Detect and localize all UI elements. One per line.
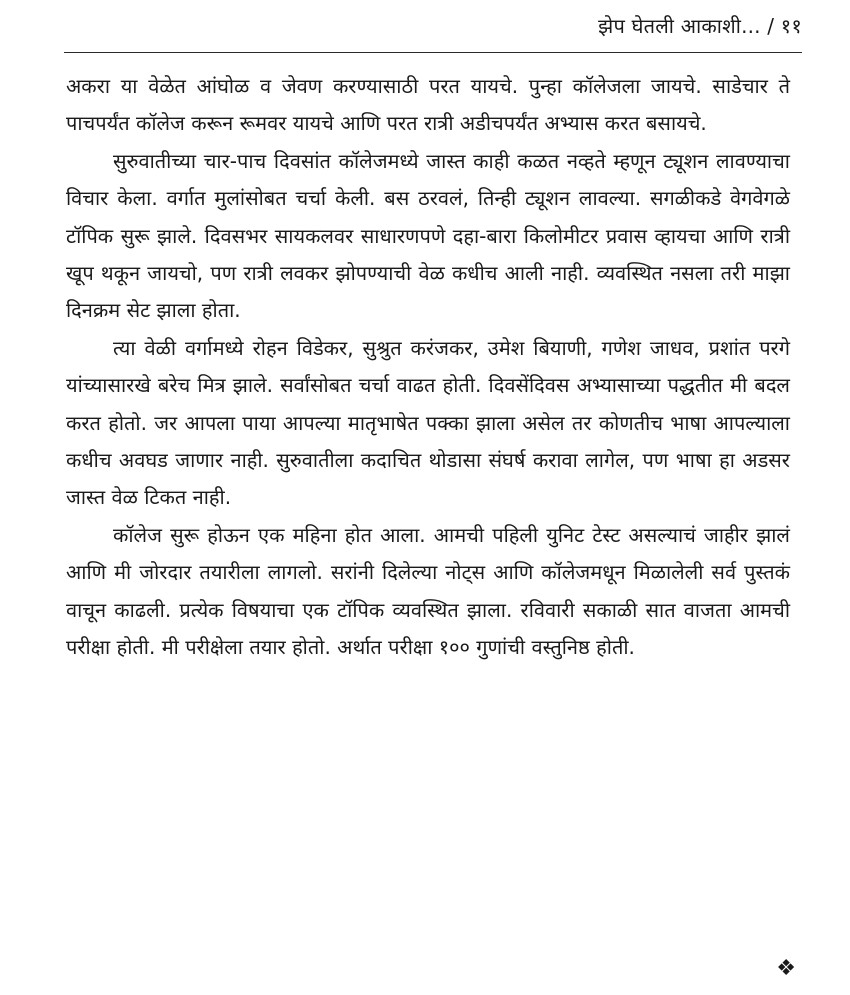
paragraph-2: सुरुवातीच्या चार-पाच दिवसांत कॉलेजमध्ये जास्त काही कळत नव्हते म्हणून ट्यूशन लावण्याचा विचार केला. वर्गात मुलांसोबत चर्चा केली. बस ठरवलं, तिन्ही ट्यूशन लावल्या. सगळीकडे वेगवेगळे टॉपिक सुरू झाले. दिवसभर सायकलवर साधारणपणे दहा-बारा किलोमीटर प्रवास व्हायचा आणि रात्री खूप थकून जायचो, पण रात्री लवकर झोपण्याची वेळ कधीच आली नाही. व्यवस्थित नसला तरी माझा दिनक्रम सेट झाला होता.	[66, 148, 790, 323]
header-rule	[64, 52, 802, 53]
paragraph-3: त्या वेळी वर्गामध्ये रोहन विडेकर, सुश्रुत करंजकर, उमेश बियाणी, गणेश जाधव, प्रशांत परगे यांच्यासारखे बरेच मित्र झाले. सर्वांसोबत चर्चा वाढत होती. दिवसेंदिवस अभ्यासाच्या पद्धतीत मी बदल करत होतो. जर आपला पाया आपल्या मातृभाषेत पक्का झाला असेल तर कोणतीच भाषा आपल्याला कधीच अवघड जाणार नाही. सुरुवातीला कदाचित थोडासा संघर्ष करावा लागेल, पण भाषा हा अडसर जास्त वेळ टिकत नाही.	[66, 335, 790, 510]
paragraph-1: अकरा या वेळेत आंघोळ व जेवण करण्यासाठी परत यायचे. पुन्हा कॉलेजला जायचे. साडेचार ते पाचपर्यंत कॉलेज करून रूमवर यायचे आणि परत रात्री अडीचपर्यंत अभ्यास करत बसायचे.	[66, 74, 790, 136]
diamond-ornament-icon: ❖	[776, 956, 796, 981]
running-header: झेप घेतली आकाशी... / ११	[598, 14, 802, 38]
paragraph-4: कॉलेज सुरू होऊन एक महिना होत आला. आमची पहिली युनिट टेस्ट असल्याचं जाहीर झालं आणि मी जोरदार तयारीला लागलो. सरांनी दिलेल्या नोट्स आणि कॉलेजमधून मिळालेली सर्व पुस्तकं वाचून काढली. प्रत्येक विषयाचा एक टॉपिक व्यवस्थित झाला. रविवारी सकाळी सात वाजता आमची परीक्षा होती. मी परीक्षेला तयार होतो. अर्थात परीक्षा १०० गुणांची वस्तुनिष्ठ होती.	[66, 522, 790, 660]
body-text	[66, 68, 790, 667]
